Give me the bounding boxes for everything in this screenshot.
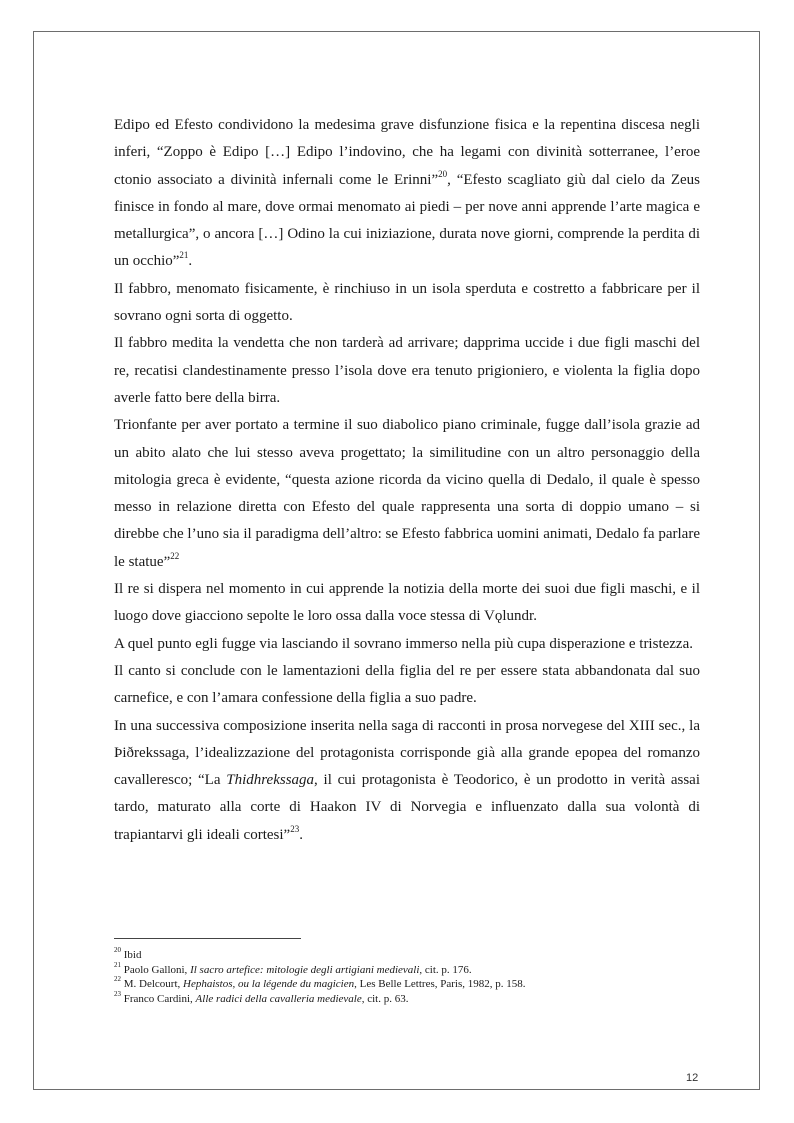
footnotes	[114, 948, 700, 1006]
paragraph-1: Edipo ed Efesto condividono la medesima grave disfunzione fisica e la repentina discesa negli inferi, “Zoppo è Edipo […] Edipo l’indovino, che ha legami con divinità sotterranee, l’eroe ctonio associato a divinità infernali come le Erinni”$^{20}$, “Efesto scagliato giù dal cielo da Zeus finisce in fondo al mare, dove ormai menomato ai piedi – per nove anni apprende l’arte magica e metallurgica”, o ancora […] Odino la cui iniziazione, durata nove giorni, comprende la perdita di un occhio”$^{21}$.	[114, 117, 701, 270]
footnote-ref-22[interactable]: 22	[170, 550, 180, 561]
paragraph-4: Trionfante per aver portato a termine il suo diabolico piano criminale, fugge dall’isola grazie ad un abito alato che lui stesso aveva progettato; la similitudine con un altro personaggio della mitologia greca è evidente, “questa azione ricorda da vicino quella di Dedalo, il quale è spesso messo in relazione diretta con Efesto del quale rappresenta una sorta di doppio umano – si direbbe che l’uno sia il paradigma dell’altro: se Efesto fabbrica uomini animati, Dedalo fa parlare le statue”$^{22}$	[114, 417, 700, 570]
footnote-21: $^{21}$ Paolo Galloni, Il sacro artefice: mitologie degli artigiani medievali, cit. p. 176.	[114, 960, 472, 976]
page-number: 12	[686, 1072, 699, 1084]
footnote-23: $^{23}$ Franco Cardini, Alle radici della cavalleria medievale, cit. p. 63.	[114, 989, 409, 1005]
footnote-ref-23[interactable]: 23	[290, 823, 300, 834]
paragraph-2: Il fabbro, menomato fisicamente, è rinchiuso in un isola sperduta e costretto a fabbricare per il sovrano ogni sorta di oggetto.	[114, 280, 700, 325]
footnote-22: $^{22}$ M. Delcourt, Hephaistos, ou la légende du magicien, Les Belle Lettres, Paris, 1982, p. 158.	[114, 975, 526, 990]
footnote-ref-20[interactable]: 20	[438, 168, 448, 179]
paragraph-5: Il re si dispera nel momento in cui apprende la notizia della morte dei suoi due figli maschi, e il luogo dove giacciono sepolte le loro ossa dalla voce stessa di Vǫlundr.	[114, 581, 700, 625]
footnote-ref-21[interactable]: 21	[179, 250, 189, 261]
paragraph-8: In una successiva composizione inserita nella saga di racconti in prosa norvegese del XIII sec., la Þiðrekssaga, l’idealizzazione del protagonista corrisponde già alla grande epopea del romanzo cavalleresco; “La Thidhrekssaga, il cui protagonista è Teodorico, è un prodotto in verità assai tardo, maturato alla corte di Haakon IV di Norvegia e influenzato dalla sua volontà di trapiantarvi gli ideali cortesi”$^{23}$.	[114, 717, 701, 843]
paragraph-7: Il canto si conclude con le lamentazioni della figlia del re per essere stata abbandonata dal suo carnefice, e con l’amara confessione della figlia a suo padre.	[114, 662, 700, 707]
footnote-20: $^{20}$ Ibid	[114, 946, 142, 961]
paragraph-6: A quel punto egli fugge via lasciando il sovrano immerso nella più cupa disperazione e tristezza.	[114, 635, 693, 652]
footnote-separator	[114, 938, 301, 939]
body-text	[114, 112, 700, 849]
paragraph-3: Il fabbro medita la vendetta che non tarderà ad arrivare; dapprima uccide i due figli maschi del re, recatisi clandestinamente presso l’isola dove era tenuto prigioniero, e violenta la figlia dopo averle fatto bere della birra.	[114, 335, 700, 406]
